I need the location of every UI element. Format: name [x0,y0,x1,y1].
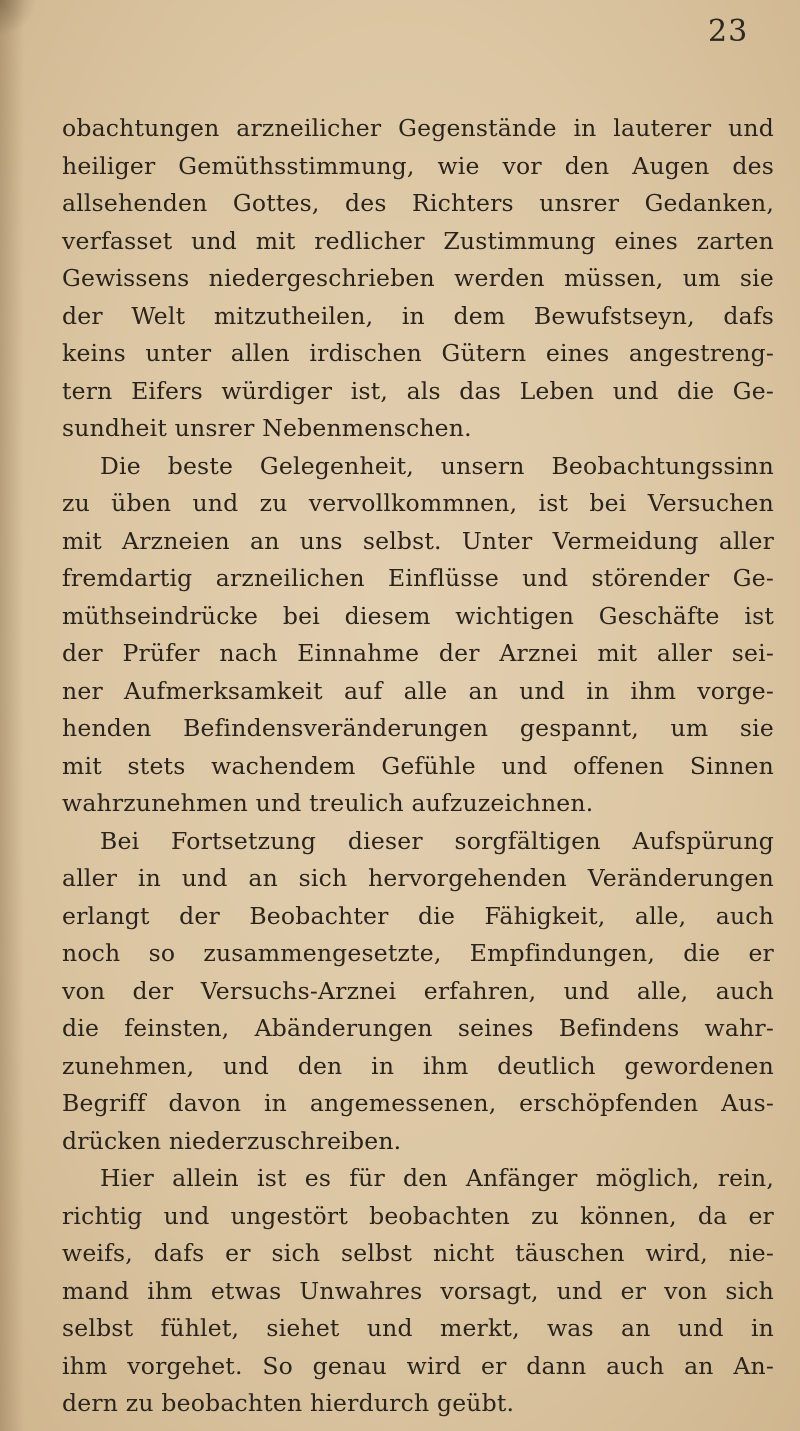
paragraph-start-line: Bei Fortsetzung dieser sorgfältigen Aufspürung [100,826,774,855]
text-line: zunehmen, und den in ihm deutlich gewordenen [62,1051,774,1080]
text-line: allsehenden Gottes, des Richters unsrer Gedanken, [62,189,774,217]
text-line: henden Befindensveränderungen gespannt, um sie [62,714,774,742]
text-line: ner Aufmerksamkeit auf alle an und in ihm vorge- [62,676,774,705]
text-line: erlangt der Beobachter die Fähigkeit, alle, auch [62,901,774,930]
page-number: 23 [708,14,749,49]
text-line: ihm vorgehet. So genau wird er dann auch an An- [62,1351,774,1380]
text-line: noch so zusammengesetzte, Empfindungen, die er [62,939,774,967]
text-line: tern Eifers würdiger ist, als das Leben und die Ge- [62,376,774,405]
text-line: selbst fühlet, siehet und merkt, was an und in [62,1314,774,1342]
text-line: müthseindrücke bei diesem wichtigen Geschäfte ist [62,601,774,630]
page-edge-shadow [0,0,24,1431]
text-line: aller in und an sich hervorgehenden Veränderungen [62,864,774,892]
text-line: richtig und ungestört beobachten zu können, da er [62,1201,774,1230]
text-line: Gewissens niedergeschrieben werden müssen, um sie [62,264,774,292]
text-line: mit Arzneien an uns selbst. Unter Vermeidung aller [62,526,774,555]
text-line: verfasset und mit redlicher Zustimmung eines zarten [62,226,774,255]
paragraph-end-line: dern zu beobachten hierdurch geübt. [62,1389,515,1417]
text-line: von der Versuchs-Arznei erfahren, und alle, auch [62,976,774,1005]
paragraph-start-line: Hier allein ist es für den Anfänger möglich, rein, [100,1164,774,1192]
text-line: fremdartig arzneilichen Einflüsse und störender Ge- [62,564,774,592]
text-line: der Welt mitzutheilen, in dem Bewufstseyn, dafs [62,301,774,330]
text-line: weifs, dafs er sich selbst nicht täuschen wird, nie- [62,1239,774,1267]
page-corner-stain [0,0,36,36]
text-line: die feinsten, Abänderungen seines Befindens wahr- [62,1014,774,1042]
text-line: mand ihm etwas Unwahres vorsagt, und er von sich [62,1276,774,1305]
text-line: keins unter allen irdischen Gütern eines angestreng- [62,339,774,367]
text-line: Begriff davon in angemessenen, erschöpfenden Aus- [62,1089,774,1117]
body-text [62,110,774,1423]
paragraph-start-line: Die beste Gelegenheit, unsern Beobachtungssinn [100,451,774,480]
paragraph-end-line: sundheit unsrer Nebenmenschen. [62,414,472,442]
text-line: zu üben und zu vervollkommnen, ist bei Versuchen [62,489,774,517]
text-line: der Prüfer nach Einnahme der Arznei mit aller sei- [62,639,774,667]
paragraph-end-line: drücken niederzuschreiben. [62,1126,402,1155]
text-line: mit stets wachendem Gefühle und offenen Sinnen [62,751,774,780]
text-line: heiliger Gemüthsstimmung, wie vor den Augen des [62,151,774,180]
text-line: obachtungen arzneilicher Gegenstände in lauterer und [62,114,774,142]
paragraph-end-line: wahrzunehmen und treulich aufzuzeichnen. [62,789,594,817]
